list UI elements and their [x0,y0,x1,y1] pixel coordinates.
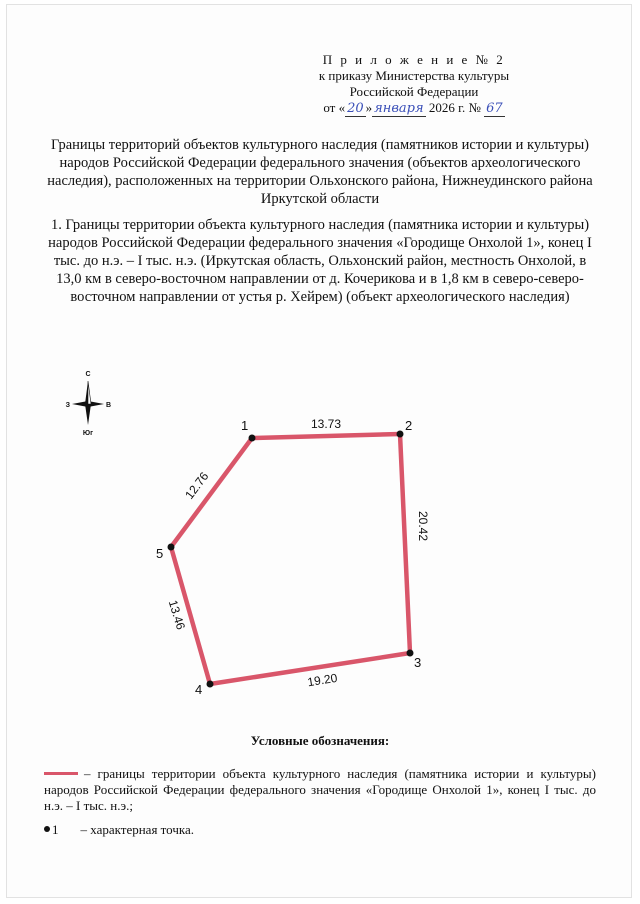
point-2-label: 2 [405,418,413,433]
territory-boundary [171,434,410,684]
legend-point-label: 1 [52,822,59,837]
date-mid: » [365,100,373,115]
point-3-label: 3 [414,655,422,670]
point-1-label: 1 [241,418,249,433]
point-5-label: 5 [156,546,164,561]
appendix-title: П р и л о ж е н и е № 2 [322,52,506,67]
appendix-ministry-line: Российской Федерации [349,84,479,99]
point-2-marker [397,431,404,438]
order-number: 67 [486,101,503,116]
legend-boundary-item [44,766,596,814]
date-day: 20 [347,101,364,116]
point-4-marker [207,681,214,688]
compass-south: Юг [82,430,94,437]
legend-point-item [44,822,194,838]
edge-label-3-4: 19.20 [306,670,339,690]
point-1-marker [249,435,256,442]
legend-point-text: – характерная точка. [80,822,195,837]
date-prefix: от « [323,100,346,115]
edge-label-4-5: 13.46 [165,598,188,632]
point-4-label: 4 [195,682,203,697]
section-title: 1. Границы территории объекта культурного наследия (памятника истории и культуры) народов Российской Федерации федерального значения «Городище Онхолой 1», конец I тыс. до н.э. – I тыс. н.э. (Иркутская область, Ольхонский район, местность Онхолой, в 13,0 км в северо-восточном направлении от д. Кочерикова и в 1,8 км в северо-северо-восточном направлении от устья р. Хейрем) (объект археологического наследия) [48,217,592,305]
point-dot-sample-icon [44,826,50,832]
legend-title: Условные обозначения: [250,733,390,748]
boundary-line-sample-icon [44,772,78,775]
date-month: января [374,101,424,116]
edge-label-1-2: 13.73 [310,417,342,431]
legend-boundary-text: – границы территории объекта культурного наследия (памятника истории и культуры) народов Российской Федерации федерального значения «Городище Онхолой 1», конец I тыс. до н.э. – I тыс. н.э.; [44,766,596,813]
point-5-marker [168,544,175,551]
compass-west: З [65,402,70,409]
compass-north: С [85,371,91,378]
point-3-marker [407,650,414,657]
compass-east: В [106,402,112,409]
compass-icon [66,371,111,437]
appendix-order-line: к приказу Министерства культуры [318,68,510,83]
main-title: Границы территорий объектов культурного наследия (памятников истории и культуры) народов Российской Федерации федерального значения (объектов археологического наследия), расположенных на территории Ольхонского района, Нижнеудинского района Иркутской области [47,137,593,207]
edge-label-5-1: 12.76 [182,469,212,502]
edge-label-2-3: 20.42 [416,510,430,542]
date-year: 2026 г. № [425,100,485,115]
